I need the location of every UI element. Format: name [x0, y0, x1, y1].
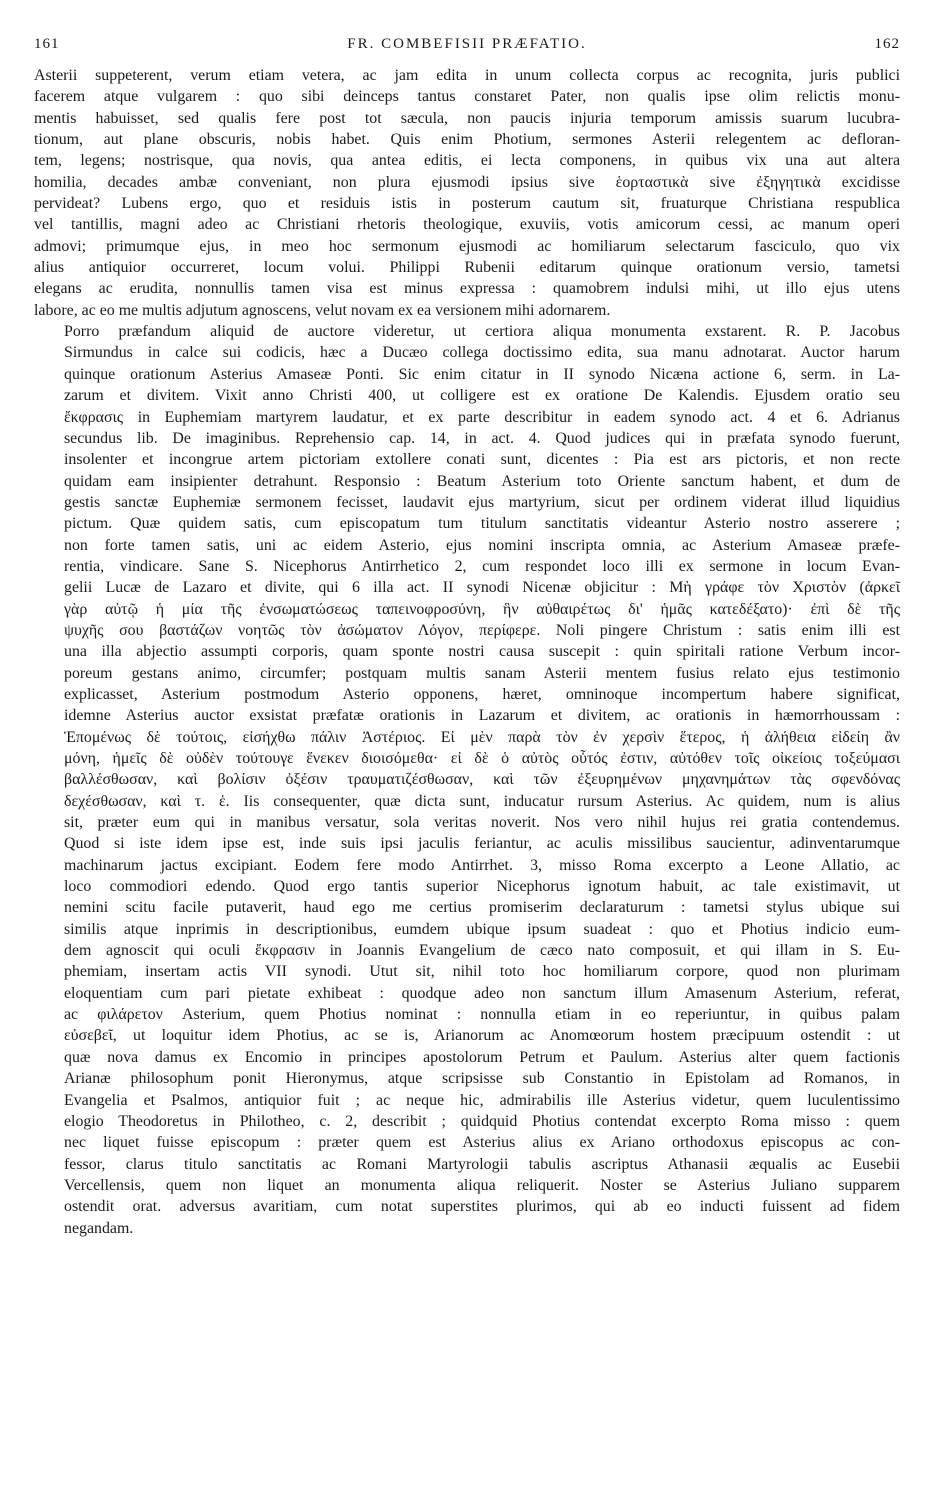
text-line: sit, præter eum qui in manibus versatur, sola veritas noverit. Nos vero nihil hujus rei gratia contendemus.: [64, 814, 900, 832]
text-line: mentis habuisset, sed qualis fere post tot sæcula, non paucis injuria temporum amissis suarum lucubra-: [34, 109, 900, 127]
text-line: similis atque inprimis in descriptionibus, eumdem ubique ipsum suadeat : quo et Photius indicio eum-: [64, 920, 900, 938]
text-line: gestis sanctæ Euphemiæ sermonem fecisset, laudavit ejus martyrium, sicut per ordinem viderat illud liquidius: [64, 493, 900, 511]
running-title: FR. COMBEFISII PRÆFATIO.: [347, 36, 587, 52]
text-line: elogio Theodoretus in Philotheo, c. 2, describit ; quidquid Photius contendat excerpto Roma misso : quem: [64, 1112, 900, 1130]
text-line: rentia, vindicare. Sane S. Nicephorus Antirrhetico 2, cum respondet loco illi ex sermone in locum Evan-: [64, 557, 900, 575]
text-line: quidam eam insipienter detrahunt. Responsio : Beatum Asterium toto Oriente sanctum habent, et dum de: [64, 472, 900, 490]
text-line: quæ nova damus ex Encomio in principes apostolorum Petrum et Paulum. Asterius alter quem factionis: [64, 1048, 900, 1066]
running-header: [34, 36, 900, 53]
text-line: Evangelia et Psalmos, antiquior fuit ; ac neque hic, admirabilis ille Asterius videtur, quem luculentissimo: [64, 1091, 900, 1109]
text-line: Asterii suppeterent, verum etiam vetera, ac jam edita in unum collecta corpus ac recognita, juris publici: [34, 67, 900, 84]
paragraph-2: [34, 321, 900, 1239]
text-line: βαλλέσθωσαν, καὶ βολίσιν ὀξέσιν τραυματιζέσθωσαν, καὶ τῶν ἐξευρημένων μηχανημάτων τὰς σφενδόνας: [64, 771, 900, 789]
text-line: Sirmundus in calce sui codicis, hæc a Ducæo collega doctissimo edita, sua manu adnotarat. Auctor harum: [64, 344, 900, 362]
paragraph-1: [34, 65, 900, 321]
text-line: gelii Lucæ de Lazaro et divite, qui 6 illa act. II synodi Nicenæ objicitur : Μὴ γράφε τὸν Χριστὸν (ἀρκεῖ: [64, 579, 900, 597]
text-line: γὰρ αὐτῷ ἡ μία τῆς ἐνσωματώσεως ταπεινοφροσύνη, ἣν αὐθαιρέτως δι' ἡμᾶς κατεδέξατο)· ἐπὶ δὲ τῆς: [64, 600, 900, 618]
text-line: fessor, clarus titulo sanctitatis ac Romani Martyrologii tabulis ascriptus Athanasii æqualis ac Eusebii: [64, 1155, 900, 1173]
text-line: poreum gestans animo, circumfer; postquam multis sanam Asterii mentem fusius relato ejus testimonio: [64, 664, 900, 682]
text-line: negandam.: [64, 1219, 134, 1237]
text-line: Arianæ philosophum ponit Hieronymus, atque scripsisse sub Constantio in Epistolam ad Romanos, in: [64, 1070, 900, 1088]
left-page-number: 161: [34, 36, 60, 52]
text-line: una illa abjectio assumpti corporis, quam sponte nostri causa suscepit : quin spiritali ratione Verbum incor-: [64, 643, 900, 661]
text-line: insolenter et incongrue artem pictoriam extollere conati sunt, dicentes : Pia est ars pictoris, et non recte: [64, 451, 900, 469]
text-line: Porro præfandum aliquid de auctore videretur, ut certiora aliqua monumenta exstarent. R. P. Jacobus: [64, 323, 900, 341]
text-line: admovi; primumque ejus, in meo hoc sermonum ejusmodi ac homiliarum selectarum fasciculo, quo vix: [34, 237, 900, 255]
text-line: ostendit orat. adversus avaritiam, cum notat superstites plurimos, qui ab eo inducti fuissent ad fidem: [64, 1198, 900, 1216]
text-line: δεχέσθωσαν, καὶ τ. ἑ. Iis consequenter, quæ dicta sunt, inducatur rursum Asterius. Ac quidem, num is alius: [64, 792, 900, 810]
text-line: facerem atque vulgarem : quo sibi deinceps tantus constaret Pater, non qualis ipse olim relictis monu-: [34, 88, 900, 106]
text-line: Ἑπομένως δὲ τούτοις, εἰσήχθω πάλιν Ἀστέριος. Εἰ μὲν παρὰ τὸν ἐν χερσὶν ἕτερος, ἡ ἀλήθεια εἰδείη ἂν: [64, 728, 900, 746]
text-line: secundus lib. De imaginibus. Reprehensio cap. 14, in act. 4. Quod judices qui in præfata synodo fuerunt,: [64, 429, 900, 447]
text-line: ἔκφρασις in Euphemiam martyrem laudatur, et ex parte describitur in eadem synodo act. 4 et 6. Adrianus: [64, 408, 900, 426]
text-line: phemiam, insertam actis VII synodi. Utut sit, nihil toto hoc homiliarum corpore, quod non plurimam: [64, 963, 900, 981]
text-line: εὐσεβεῖ, ut loquitur idem Photius, ac se is, Arianorum ac Anomœorum hostem præcipuum ostendit : ut: [64, 1027, 900, 1045]
text-line: loco commodiori edendo. Quod ergo tantis superior Nicephorus ignotum habuit, ac tale existimavit, ut: [64, 878, 900, 896]
text-line: Vercellensis, quem non liquet an monumenta aliqua reliquerit. Noster se Asterius Juliano supparem: [64, 1176, 900, 1194]
text-line: Quod si iste idem ipse est, inde suis ipsi jaculis feriantur, ac aculis missilibus saucientur, adinventarumque: [64, 835, 900, 853]
text-line: alius antiquior occurreret, locum volui. Philippi Rubenii editarum quinque orationum versio, tametsi: [34, 259, 900, 277]
text-line: vel tantillis, magni adeo ac Christiani rhetoris theologique, exuviis, votis amicorum cessi, ac manum operi: [34, 216, 900, 234]
text-line: non forte tamen satis, uni ac eidem Asterio, ejus nomini inscripta omnia, ac Asterium Amaseæ præfe-: [64, 536, 900, 554]
text-line: homilia, decades ambæ conveniant, non plura ejusmodi ipsius sive ἑορταστικὰ sive ἐξηγητικὰ excidisse: [34, 173, 900, 191]
text-line: ac φιλάρετον Asterium, quem Photius nominat : nonnulla etiam in eo reperiuntur, in quibus palam: [64, 1006, 900, 1024]
text-line: pictum. Quæ quidem satis, cum episcopatum tum titulum sanctitatis videantur Asterio nostro asserere ;: [64, 515, 900, 533]
text-line: μόνη, ἡμεῖς δὲ οὐδὲν τούτουγε ἕνεκεν διοισόμεθα· εἰ δὲ ὁ αὐτὸς οὗτός ἐστιν, αὐτόθεν τοῖς οἰκείοις τοξεύμασι: [64, 750, 900, 767]
text-line: explicasset, Asterium postmodum Asterio opponens, hæret, omninoque incompertum habere significat,: [64, 685, 900, 703]
text-line: tem, legens; nostrisque, qua novis, qua antea editis, ei lecta componens, in quibus vix una aut altera: [34, 152, 900, 170]
text-line: dem agnoscit qui oculi ἔκφρασιν in Joannis Evangelium de cæco nato composuit, et qui illam in S. Eu-: [64, 942, 900, 960]
text-line: nec liquet fuisse episcopum : præter quem est Asterius alius ex Ariano orthodoxus episcopus ac con-: [64, 1134, 900, 1152]
right-page-number: 162: [874, 36, 900, 52]
text-line: tionum, aut plane obscuris, nobis habet. Quis enim Photium, sermones Asterii relegentem ac defloran-: [34, 131, 900, 149]
text-line: pervideat? Lubens ergo, quo et residuis istis in posterum cautum sit, fruaturque Christiana respublica: [34, 195, 900, 213]
text-line: machinarum jactus excipiant. Eodem fere modo Antirrhet. 3, misso Roma excerpto a Leone Allatio, ac: [64, 856, 900, 874]
text-line: elegans ac erudita, nonnullis tamen visa est minus expressa : quamobrem indulsi mihi, ut illo ejus utens: [34, 280, 900, 298]
text-line: labore, ac eo me multis adjutum agnoscens, velut novam ex ea versionem mihi adornarem.: [34, 301, 611, 319]
text-line: nemini scitu facile putaverit, haud ego me certius promiserim declaraturum : tametsi stylus ubique sui: [64, 899, 900, 917]
text-line: quinque orationum Asterius Amaseæ Ponti. Sic enim citatur in II synodo Nicæna actione 6, serm. in La-: [64, 365, 900, 383]
text-line: idemne Asterius auctor exsistat præfatæ orationis in Lazarum et divitem, ac orationis in hæmorrhoussam :: [64, 707, 900, 725]
text-line: zarum et divitem. Vixit anno Christi 400, ut colligere est ex oratione De Kalendis. Ejusdem oratio seu: [64, 387, 900, 405]
text-line: eloquentiam cum pari pietate exhibeat : quodque adeo non sanctum illum Amasenum Asterium, referat,: [64, 984, 900, 1002]
text-line: ψυχῆς σου βαστάζων νοητῶς τὸν ἀσώματον Λόγον, περίφερε. Noli pingere Christum : satis enim illi est: [64, 621, 900, 639]
